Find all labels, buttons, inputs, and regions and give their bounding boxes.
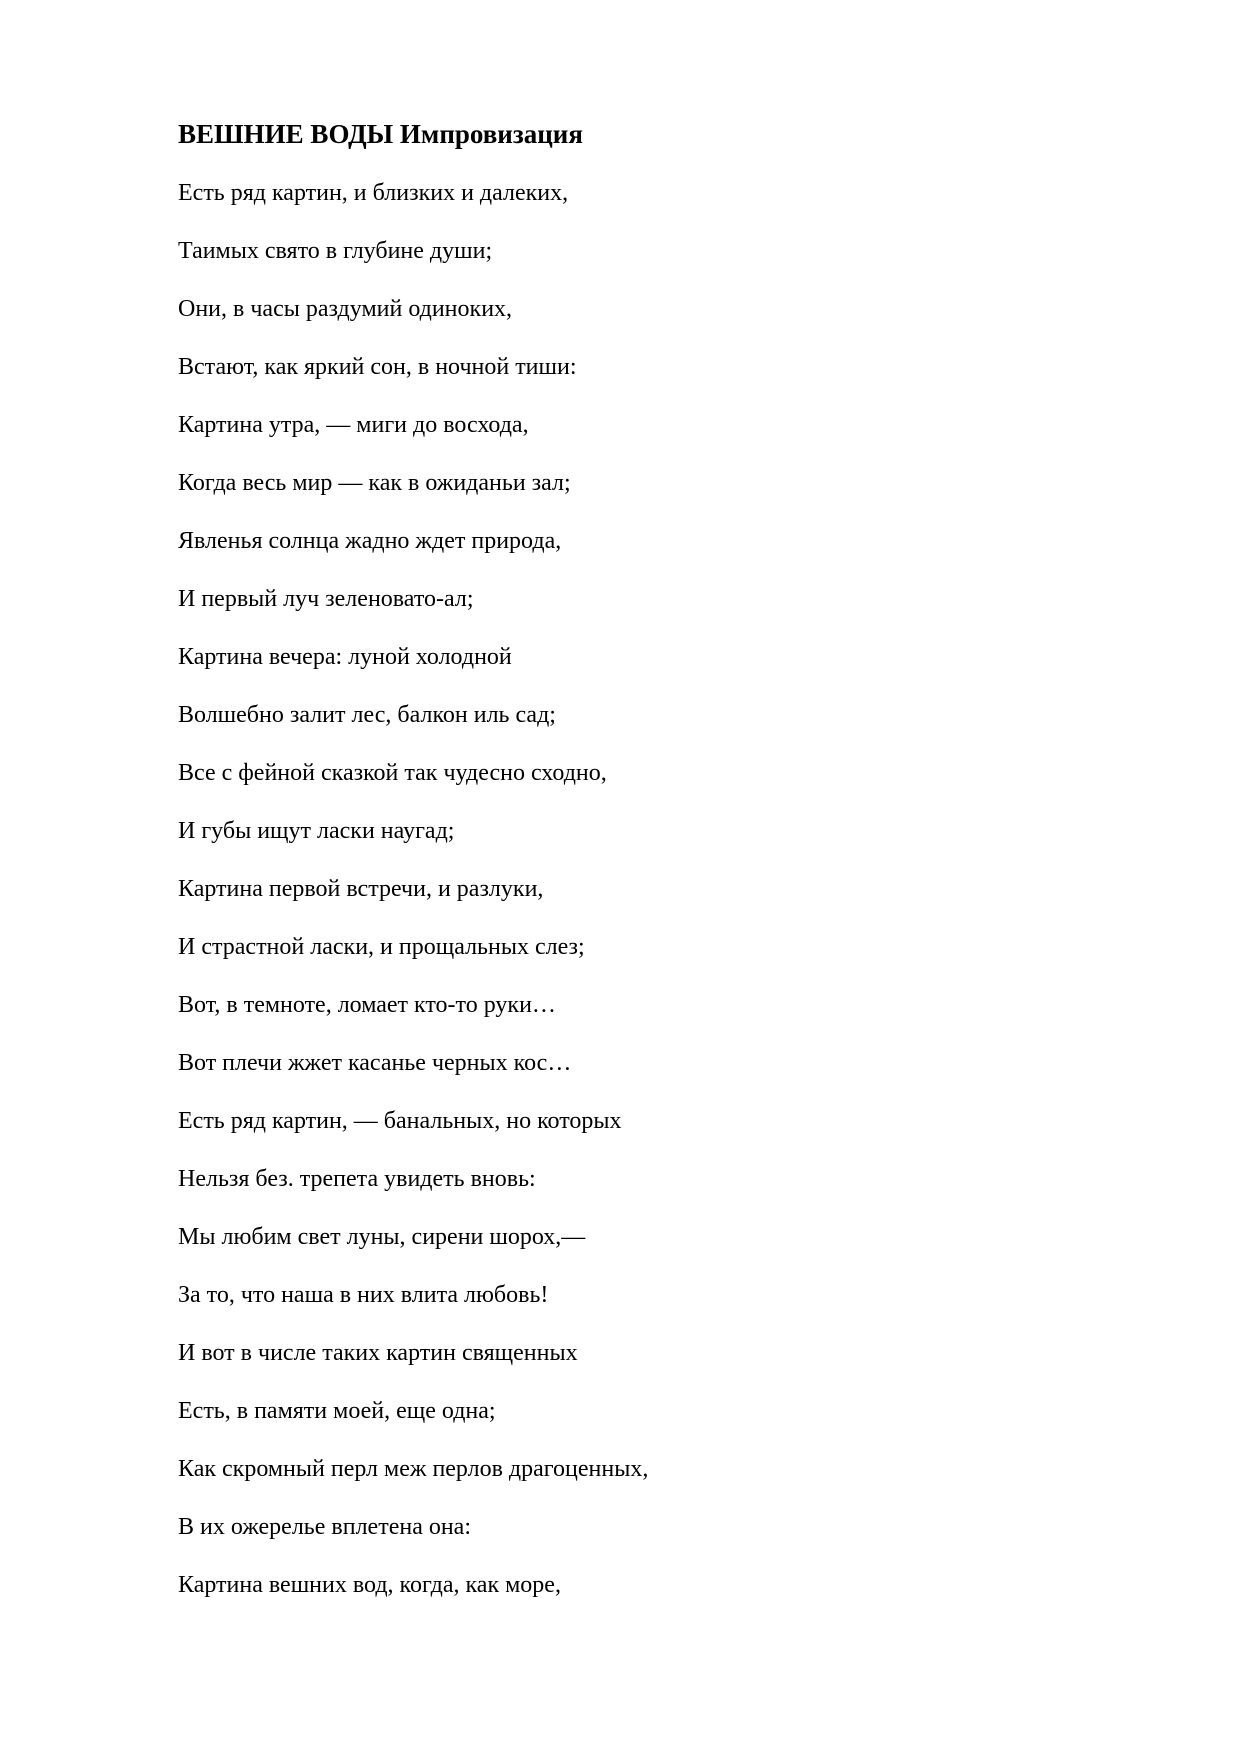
- poem-line: И страстной ласки, и прощальных слез;: [178, 934, 585, 960]
- poem-line: Когда весь мир — как в ожиданьи зал;: [178, 470, 571, 496]
- poem-line: Они, в часы раздумий одиноких,: [178, 296, 513, 322]
- poem-line: И губы ищут ласки наугад;: [178, 818, 455, 844]
- poem-line: Вот, в темноте, ломает кто-то руки…: [178, 992, 556, 1018]
- poem-line: Картина вечера: луной холодной: [178, 644, 512, 670]
- poem-line: Картина вешних вод, когда, как море,: [178, 1572, 561, 1598]
- poem-title: ВЕШНИЕ ВОДЫ Импровизация: [178, 119, 583, 149]
- poem-line: Мы любим свет луны, сирени шорох,—: [178, 1224, 586, 1250]
- poem-line: Картина первой встречи, и разлуки,: [178, 876, 544, 902]
- poem-line: Явленья солнца жадно ждет природа,: [178, 528, 562, 554]
- poem-line: Таимых свято в глубине души;: [178, 238, 493, 264]
- poem-line: Встают, как яркий сон, в ночной тиши:: [178, 354, 577, 380]
- poem-line: И первый луч зеленовато-ал;: [178, 586, 474, 612]
- poem-line: За то, что наша в них влита любовь!: [178, 1282, 549, 1308]
- poem-line: Есть ряд картин, и близких и далеких,: [178, 180, 569, 206]
- poem-line: Вот плечи жжет касанье черных кос…: [178, 1050, 572, 1076]
- poem-line: Есть ряд картин, — банальных, но которых: [178, 1108, 622, 1134]
- poem-line: Нельзя без. трепета увидеть вновь:: [178, 1166, 536, 1192]
- poem-line: Как скромный перл меж перлов драгоценных,: [178, 1456, 649, 1482]
- poem-body: [178, 178, 648, 1628]
- poem-line: Волшебно залит лес, балкон иль сад;: [178, 702, 556, 728]
- poem-line: И вот в числе таких картин священных: [178, 1340, 578, 1366]
- poem-line: В их ожерелье вплетена она:: [178, 1514, 472, 1540]
- poem-line: Есть, в памяти моей, еще одна;: [178, 1398, 496, 1424]
- poem-line: Все с фейной сказкой так чудесно сходно,: [178, 760, 607, 786]
- poem-line: Картина утра, — миги до восхода,: [178, 412, 529, 438]
